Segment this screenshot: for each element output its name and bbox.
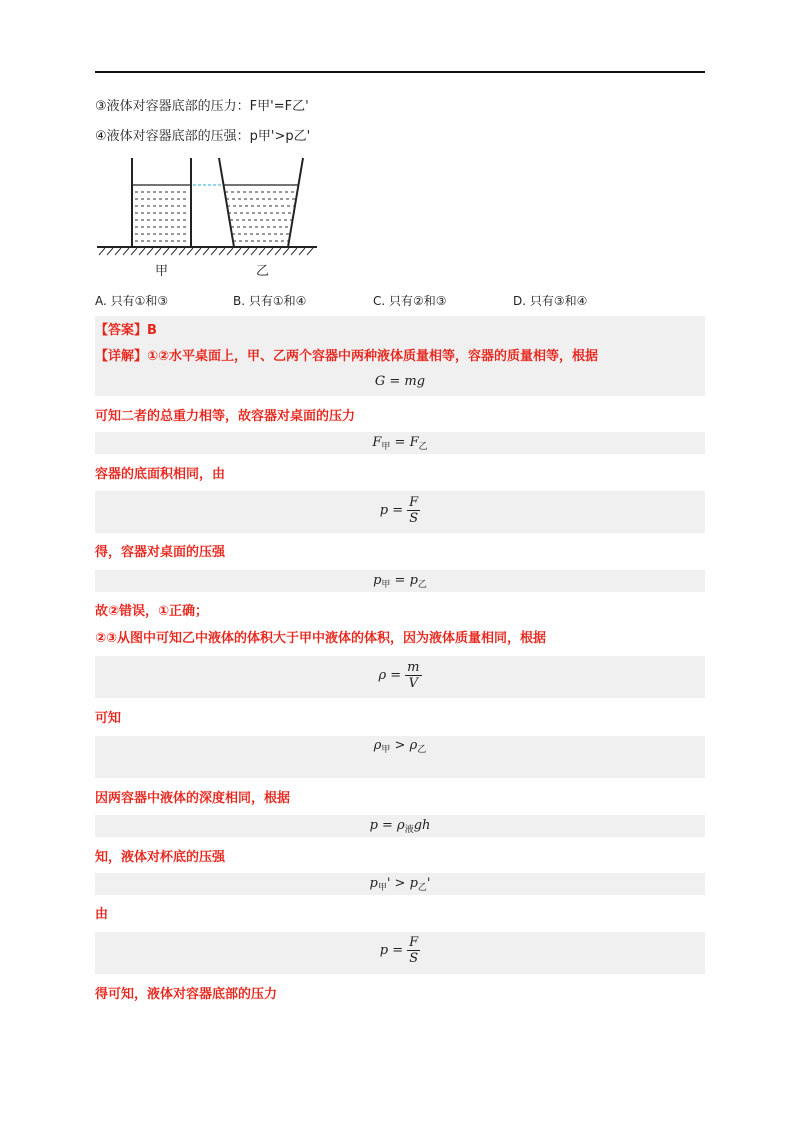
text-7: 因两容器中液体的深度相同，根据 xyxy=(95,791,291,806)
formula-force-equal: $F_甲 = F_乙$ xyxy=(372,435,428,452)
text-1: 可知二者的总重力相等，故容器对桌面的压力 xyxy=(95,409,356,424)
option-c: C. 只有②和③ xyxy=(373,294,447,308)
option-b: B. 只有①和④ xyxy=(233,294,307,308)
formula-pressure-compare: $p_甲' > p_乙'$ xyxy=(369,876,431,893)
formula-pressure-def: p = $\frac{F}{S}$ xyxy=(379,495,419,526)
answer-label: 【答案】B xyxy=(95,323,157,338)
text-5: ②③从图中可知乙中液体的体积大于甲中液体的体积，因为液体质量相同，根据 xyxy=(95,631,547,646)
text-3: 得，容器对桌面的压强 xyxy=(95,545,226,560)
container-yi xyxy=(219,158,303,247)
header-rule xyxy=(95,71,705,73)
text-10: 得可知，液体对容器底部的压力 xyxy=(95,987,278,1002)
option-a: A. 只有①和③ xyxy=(95,294,169,308)
text-8: 知，液体对杯底的压强 xyxy=(95,850,226,865)
container-figure xyxy=(95,155,320,280)
text-6: 可知 xyxy=(95,711,122,726)
container-jia xyxy=(132,158,191,247)
formula-gravity: G = mg xyxy=(374,374,426,389)
text-9: 由 xyxy=(95,907,109,922)
formula-density-compare: $\rho_甲 > \rho_乙$ xyxy=(373,738,427,755)
ground xyxy=(97,247,317,255)
label-yi: 乙 xyxy=(256,264,270,279)
statement-4: ④液体对容器底部的压强：p甲'>p乙' xyxy=(95,129,311,144)
formula-pressure-equal: $p_甲 = p_乙$ xyxy=(373,573,427,590)
formula-density-def: ρ = $\frac{m}{V}$ xyxy=(378,660,420,691)
answer-detail: 【详解】①②水平桌面上，甲、乙两个容器中两种液体质量相等，容器的质量相等，根据 xyxy=(95,349,599,364)
formula-force-from-pressure: p = $\frac{F}{S}$ xyxy=(379,935,419,966)
label-jia: 甲 xyxy=(155,264,169,279)
text-4: 故②错误，①正确； xyxy=(95,604,209,619)
statement-3: ③液体对容器底部的压力：F甲'=F乙' xyxy=(95,99,309,114)
option-d: D. 只有③和④ xyxy=(513,294,588,308)
formula-liquid-pressure: $p = \rho_液gh$ xyxy=(369,818,431,835)
text-2: 容器的底面积相同，由 xyxy=(95,467,226,482)
